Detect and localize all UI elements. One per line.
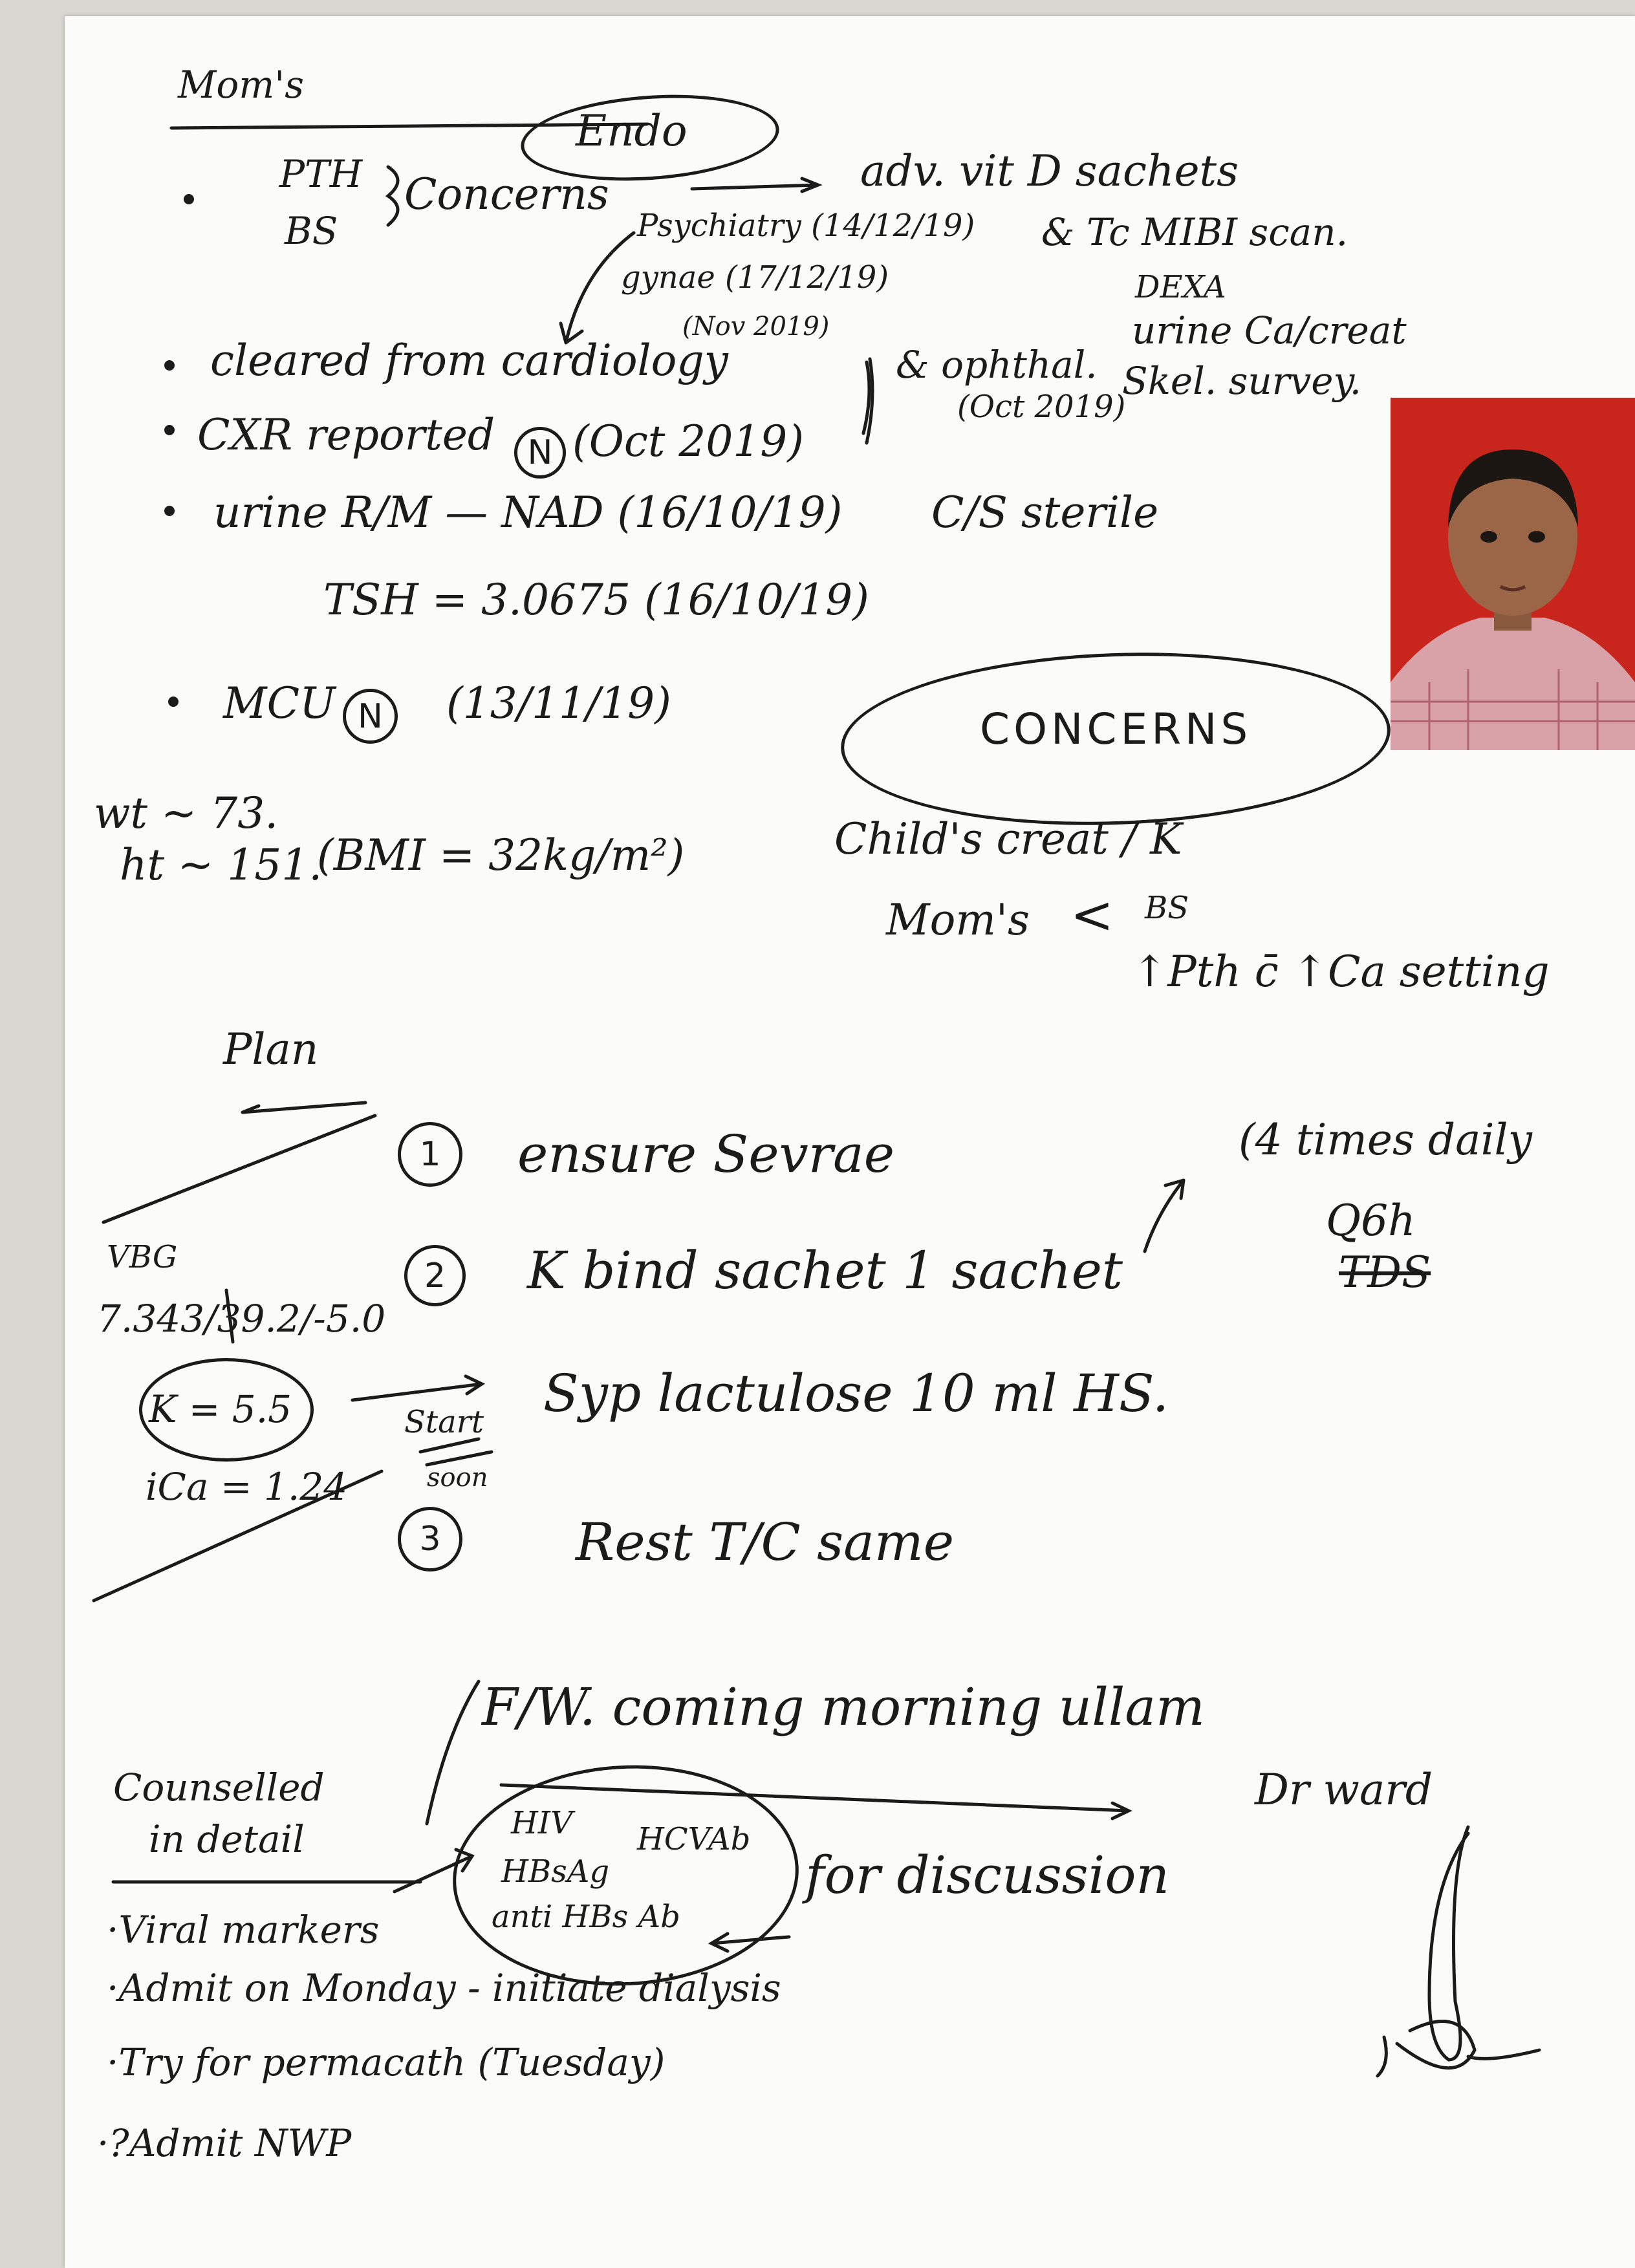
moms-pth-ca: ↑Pth c̄ ↑Ca setting (1132, 947, 1550, 997)
for-discussion: for discussion (805, 1845, 1170, 1905)
header-moms: Mom's (178, 63, 305, 107)
urine-rm: urine R/M — NAD (16/10/19) (213, 488, 843, 537)
concerns-heading: CONCERNS (980, 704, 1252, 754)
item-2-text: K bind sachet 1 sachet (527, 1240, 1123, 1301)
height: ht ~ 151. (120, 840, 323, 890)
concerns-label: Concerns (404, 169, 609, 219)
urine-ca-creat: urine Ca/creat (1132, 308, 1407, 352)
vbg-label: VBG (107, 1239, 178, 1275)
counselled: Counselled (113, 1766, 325, 1809)
psychiatry-date: Psychiatry (14/12/19) (637, 208, 975, 244)
item-1-number: 1 (398, 1122, 462, 1187)
hbsag-label: HBsAg (501, 1853, 610, 1890)
moms-bs: BS (1145, 890, 1189, 926)
dr-ward: Dr ward (1255, 1765, 1433, 1815)
dexa-label: DEXA (1135, 269, 1226, 305)
k-value: K = 5.5 (149, 1387, 292, 1431)
moms-concern: Mom's (886, 895, 1030, 945)
plan-heading: Plan (223, 1024, 319, 1074)
item-4-number: 3 (398, 1507, 462, 1571)
ica-value: iCa = 1.24 (146, 1465, 348, 1509)
anti-hbs-ab-label: anti HBs Ab (492, 1899, 680, 1935)
cleared-cardiology: cleared from cardiology (210, 336, 728, 385)
moms-bracket: < (1070, 885, 1114, 945)
bullet-permacath: ·Try for permacath (Tuesday) (107, 2040, 666, 2084)
mcu-date: (13/11/19) (446, 678, 671, 728)
skeletal-survey: Skel. survey. (1122, 359, 1362, 403)
cs-sterile: C/S sterile (931, 488, 1159, 537)
bullet-admit-nwp: ·?Admit NWP (97, 2121, 352, 2165)
cxr-normal-mark: N (514, 427, 566, 479)
bmi: (BMI = 32kg/m²) (317, 830, 685, 880)
tsh-value: TSH = 3.0675 (16/10/19) (323, 575, 869, 625)
vbg-values: 7.343/39.2/-5.0 (97, 1297, 386, 1341)
child-creat-k: Child's creat / K (834, 814, 1182, 864)
item-3-text: Syp lactulose 10 ml HS. (543, 1363, 1169, 1423)
item-4-text: Rest T/C same (576, 1512, 955, 1572)
times-daily: (4 times daily (1239, 1115, 1532, 1165)
soon-label: soon (427, 1463, 488, 1493)
follow-up: F/W. coming morning ullam (482, 1677, 1205, 1737)
tds-struck: TDS (1339, 1247, 1431, 1297)
in-detail: in detail (149, 1817, 305, 1861)
signature (1378, 1824, 1559, 2095)
hiv-label: HIV (511, 1805, 573, 1841)
cxr-reported: CXR reported (197, 410, 495, 460)
ophthal-label: & ophthal. (896, 343, 1098, 387)
weight: wt ~ 73. (94, 788, 279, 838)
q6h: Q6h (1326, 1196, 1416, 1246)
bs-label: BS (285, 209, 338, 253)
gynae-date: gynae (17/12/19) (621, 259, 889, 296)
start-label: Start (404, 1404, 484, 1440)
pth-label: PTH (279, 152, 363, 196)
nov-2019: (Nov 2019) (682, 312, 830, 341)
endo-label: Endo (576, 106, 688, 156)
advice-vit-d: adv. vit D sachets (860, 146, 1239, 196)
ophthal-oct-2019: (Oct 2019) (957, 389, 1126, 425)
item-1-text: ensure Sevrae (517, 1124, 895, 1184)
cxr-date: (Oct 2019) (572, 416, 805, 466)
bullet-viral-markers: ·Viral markers (107, 1908, 380, 1952)
mcu-normal-mark: N (343, 689, 398, 744)
tc-mibi-scan: & Tc MIBI scan. (1041, 210, 1348, 254)
bullet-admit-dialysis: ·Admit on Monday - initiate dialysis (107, 1966, 781, 2010)
patient-photo (1391, 398, 1635, 750)
item-2-number: 2 (404, 1245, 466, 1306)
mcu-label: MCU (223, 678, 336, 728)
hcv-ab-label: HCVAb (637, 1821, 751, 1857)
